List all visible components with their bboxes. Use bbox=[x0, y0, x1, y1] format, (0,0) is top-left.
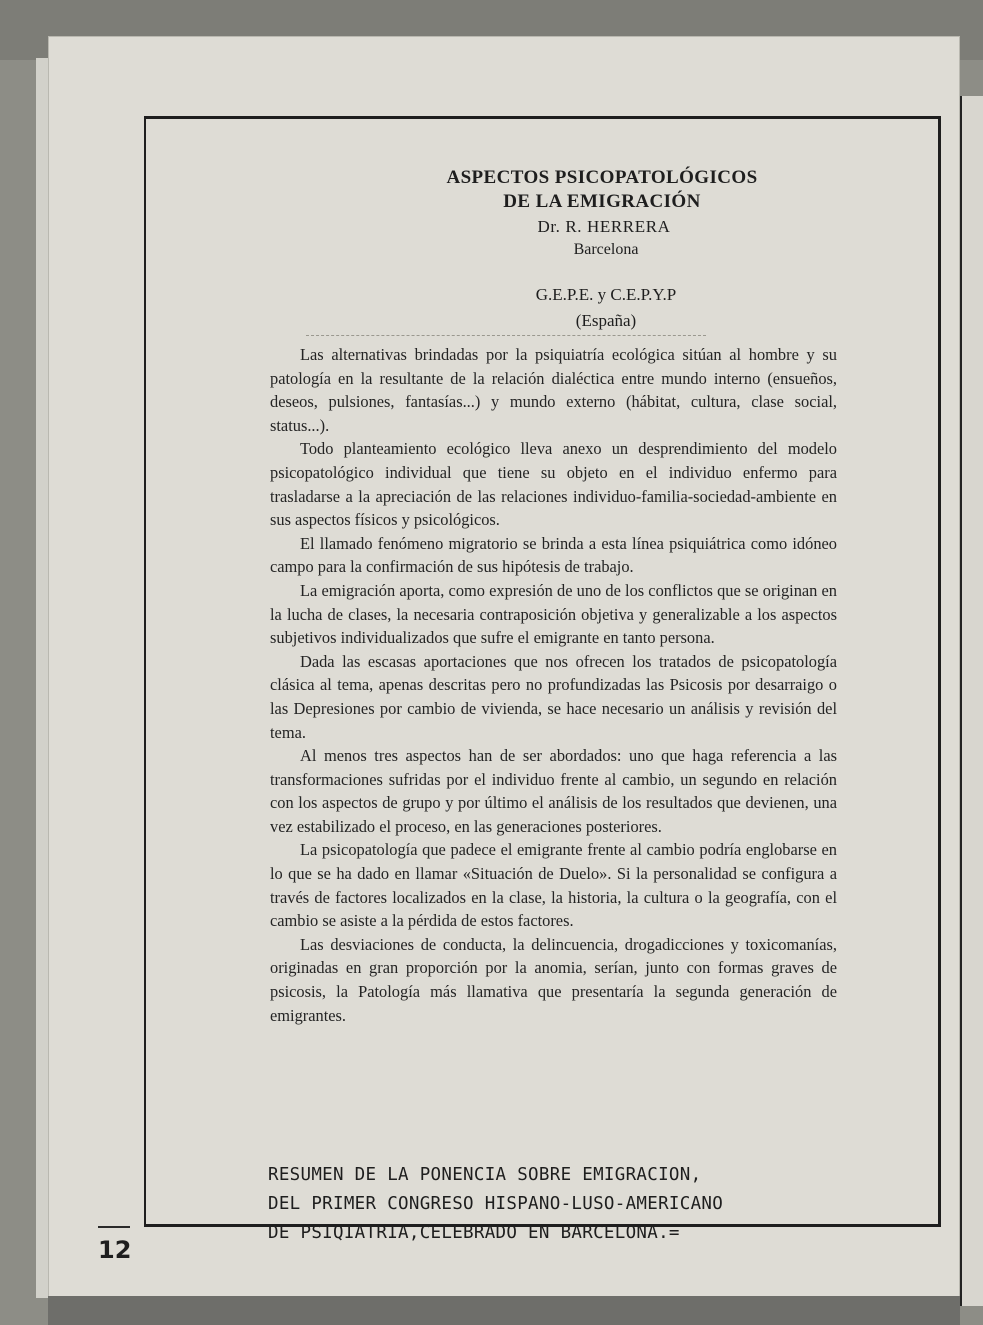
paragraph: Al menos tres aspectos han de ser abordados: uno que haga referencia a las transformaciones sufridas por el individuo frente al cambio, un segundo en relación con los aspectos de grupo y por último el análisis de los resultados que devienen, una vez estabilizado el proceso, en las generaciones posteriores. bbox=[270, 746, 837, 836]
paragraph: Dada las escasas aportaciones que nos ofrecen los tratados de psicopatología clásica al tema, apenas descritas pero no profundizadas las Psicosis por desarraigo o las Depresiones por cambio de vivienda, se hace necesario un análisis y revisión del tema. bbox=[270, 651, 837, 742]
paragraph: El llamado fenómeno migratorio se brinda a esta línea psiquiátrica como idóneo campo para la confirmación de sus hipótesis de trabajo. bbox=[270, 533, 837, 577]
paragraph: Las alternativas brindadas por la psiquiatría ecológica sitúan al hombre y su patología en la resultante de la relación dialéctica entre mundo interno (ensueños, deseos, pulsiones, fantasías...) y mundo externo (hábitat, cultura, clase social, status...). bbox=[270, 345, 837, 435]
title-divider bbox=[306, 335, 706, 336]
summary-line: RESUMEN DE LA PONENCIA SOBRE EMIGRACION, bbox=[268, 1165, 702, 1185]
binding-shadow bbox=[48, 1296, 960, 1325]
paragraph: La emigración aporta, como expresión de uno de los conflictos que se originan en la lucha de clases, la necesaria contraposición objetiva y generalizable a los aspectos subjetivos individualizados que sufre el emigrante en tanto persona. bbox=[270, 580, 837, 648]
article-body bbox=[270, 343, 837, 1027]
article-country: (España) bbox=[575, 311, 637, 330]
article-frame bbox=[144, 116, 941, 1243]
article-title-line2: DE LA EMIGRACIÓN bbox=[503, 191, 701, 212]
page-number: 12 bbox=[98, 1236, 132, 1264]
article-author: Dr. R. HERRERA bbox=[537, 217, 671, 236]
paragraph: Todo planteamiento ecológico lleva anexo un desprendimiento del modelo psicopatológico individual que tiene su objeto en el individuo enfermo para trasladarse a la apreciación de las relaciones individuo-familia-sociedad-ambiente en sus aspectos físicos y psicológicos. bbox=[270, 439, 837, 530]
article-title-line1: ASPECTOS PSICOPATOLÓGICOS bbox=[446, 167, 758, 188]
magazine-page bbox=[48, 36, 960, 1298]
typewritten-summary bbox=[268, 1161, 888, 1248]
article-organization: G.E.P.E. y C.E.P.Y.P bbox=[535, 285, 677, 304]
paragraph: La psicopatología que padece el emigrante frente al cambio podría englobarse en lo que se ha dado en llamar «Situación de Duelo». Si la personalidad se configura a través de factores localizados en la clase, la historia, la cultura o la geografía, con el cambio se asiste a la pérdida de estos factores. bbox=[270, 840, 837, 931]
page-number-rule bbox=[98, 1226, 130, 1228]
article-location: Barcelona bbox=[573, 241, 639, 258]
adjacent-page-edge bbox=[960, 96, 983, 1306]
summary-line: DE PSIQIATRIA,CELEBRADO EN BARCELONA.= bbox=[268, 1223, 680, 1243]
paragraph: Las desviaciones de conducta, la delincuencia, drogadicciones y toxicomanías, originadas en gran proporción por la anomia, serían, junto con formas graves de psicosis, la Patología más llamativa que presentaría la segunda generación de emigrantes. bbox=[270, 934, 837, 1025]
summary-line: DEL PRIMER CONGRESO HISPANO-LUSO-AMERICANO bbox=[268, 1194, 724, 1214]
